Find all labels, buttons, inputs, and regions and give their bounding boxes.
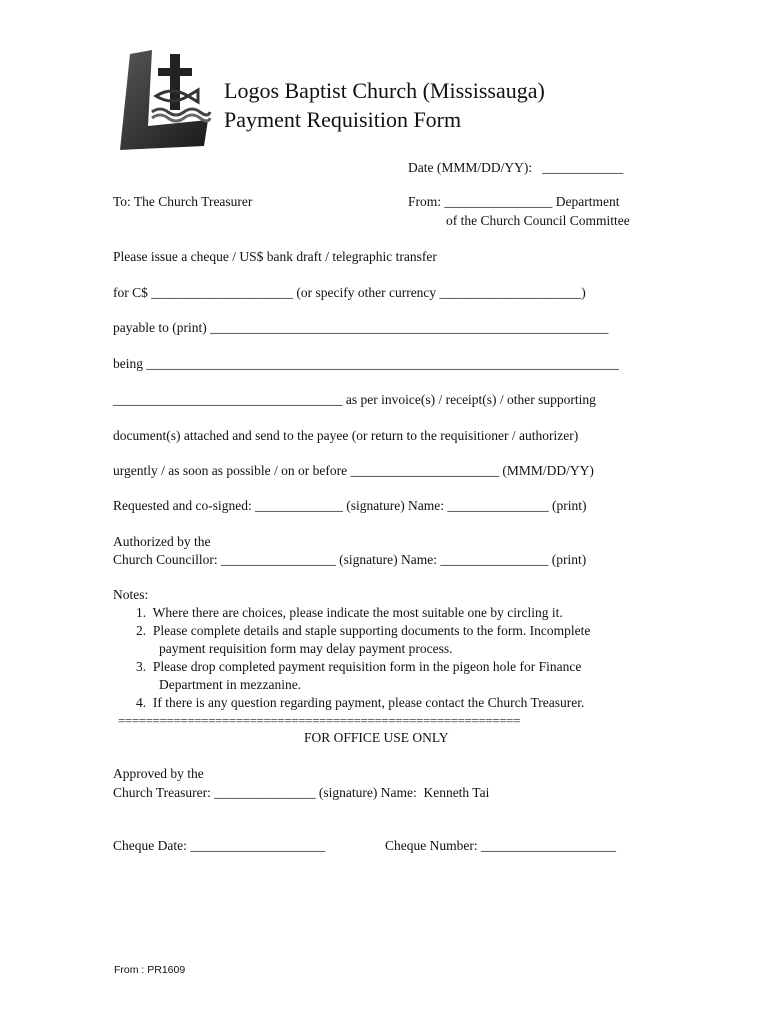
logo-graphic (112, 46, 216, 152)
councillor-signature-field[interactable]: Church Councillor: _________________ (signature) Name: ________________ (print) (113, 552, 587, 567)
purpose-field[interactable]: being ______________________________________________________________________ (113, 356, 619, 371)
church-name: Logos Baptist Church (Mississauga) (224, 78, 545, 103)
office-use-heading: FOR OFFICE USE ONLY (304, 730, 449, 745)
urgency-field[interactable]: urgently / as soon as possible / on or before ______________________ (MMM/DD/YY) (113, 463, 594, 478)
purpose-continued-field[interactable]: __________________________________ as per invoice(s) / receipt(s) / other supporting (113, 392, 596, 407)
church-logo (112, 46, 216, 152)
notes-heading: Notes: (113, 587, 149, 602)
cheque-number-field[interactable]: Cheque Number: ____________________ (385, 838, 616, 853)
separator-rule: ========================================================== (118, 713, 521, 728)
note-1: 1. Where there are choices, please indicate the most suitable one by circling it. (136, 605, 563, 620)
approved-label: Approved by the (113, 766, 204, 781)
issue-instruction: Please issue a cheque / US$ bank draft / telegraphic transfer (113, 249, 437, 264)
authorized-label: Authorized by the (113, 534, 211, 549)
from-department-field[interactable]: From: ________________ Department (408, 194, 620, 209)
payee-field[interactable]: payable to (print) ___________________________________________________________ (113, 320, 609, 335)
note-3: 3. Please drop completed payment requisition form in the pigeon hole for Finance (136, 659, 582, 674)
amount-field[interactable]: for C$ _____________________ (or specify other currency _____________________) (113, 285, 586, 300)
requested-signature-field[interactable]: Requested and co-signed: _____________ (signature) Name: _______________ (print) (113, 498, 587, 513)
note-3-continued: Department in mezzanine. (159, 677, 302, 692)
form-code-footer: From : PR1609 (114, 964, 186, 976)
note-2-continued: payment requisition form may delay payment process. (159, 641, 453, 656)
form-title: Payment Requisition Form (224, 107, 462, 132)
to-line: To: The Church Treasurer (113, 194, 253, 209)
date-field[interactable]: Date (MMM/DD/YY): ____________ (408, 160, 624, 175)
from-line-continued: of the Church Council Committee (446, 213, 630, 228)
documents-instruction: document(s) attached and send to the payee (or return to the requisitioner / authorizer) (113, 428, 579, 443)
treasurer-signature-field[interactable]: Church Treasurer: _______________ (signature) Name: Kenneth Tai (113, 785, 490, 800)
cheque-date-field[interactable]: Cheque Date: ____________________ (113, 838, 326, 853)
note-4: 4. If there is any question regarding payment, please contact the Church Treasurer. (136, 695, 585, 710)
note-2: 2. Please complete details and staple supporting documents to the form. Incomplete (136, 623, 591, 638)
